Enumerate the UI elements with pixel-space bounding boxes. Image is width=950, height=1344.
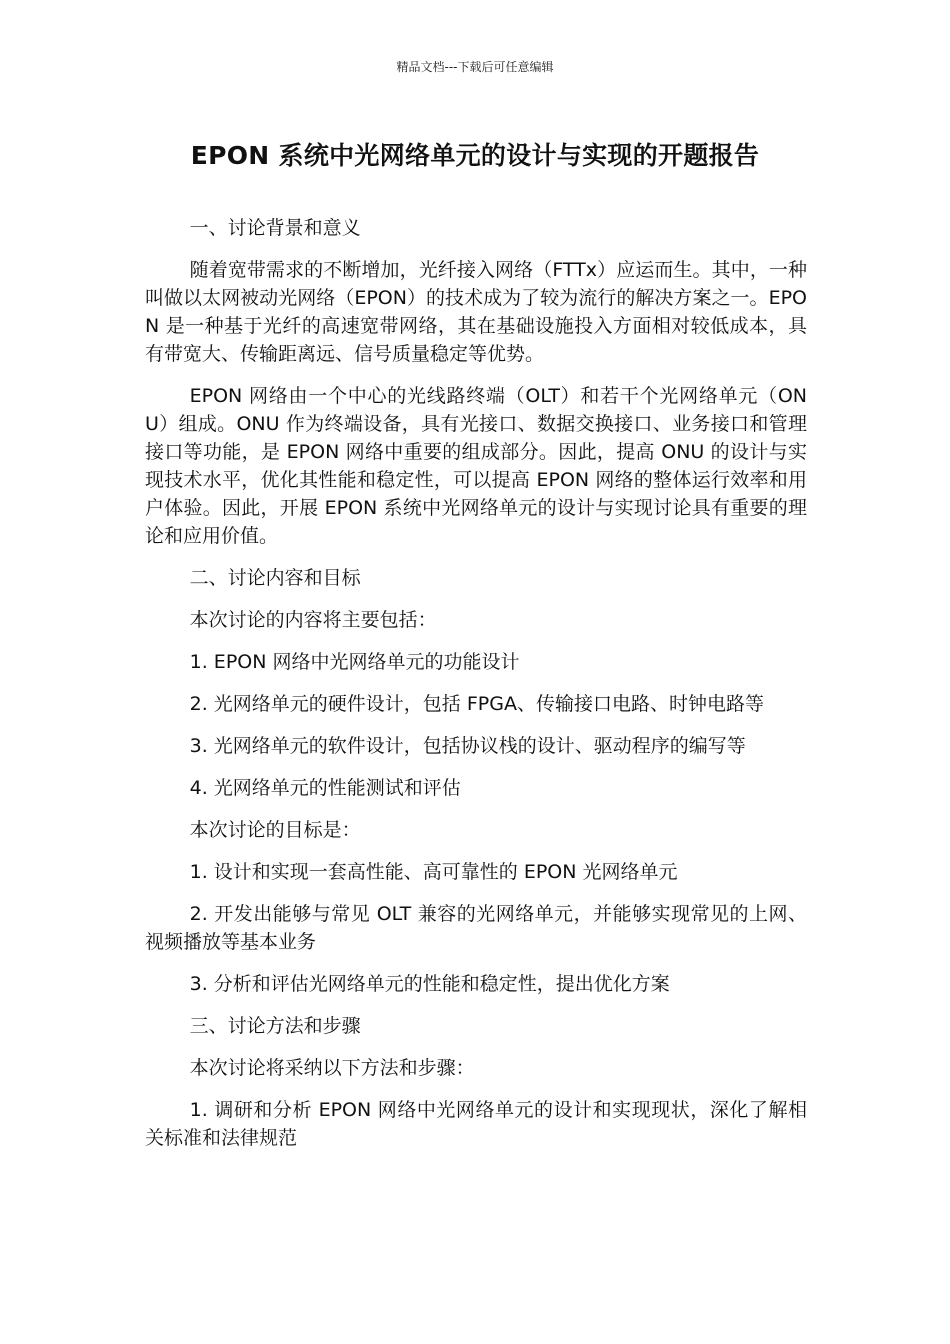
list-item-goal-2: 2. 开发出能够与常见 OLT 兼容的光网络单元，并能够实现常见的上网、视频播放等基本业务 [145, 903, 807, 953]
list-item-content-2: 2. 光网络单元的硬件设计，包括 FPGA、传输接口电路、时钟电路等 [189, 693, 764, 715]
paragraph-background-2: EPON 网络由一个中心的光线路终端（OLT）和若干个光网络单元（ONU）组成。ONU 作为终端设备，具有光接口、数据交换接口、业务接口和管理接口等功能，是 EPON 网络中重要的组成部分。因此，提高 ONU 的设计与实现技术水平，优化其性能和稳定性，可以提高 EPON 网络的整体运行效率和用户体验。因此，开展 EPON 系统中光网络单元的设计与实现讨论具有重要的理论和应用价值。 [145, 385, 807, 547]
list-item-goal-1: 1. 设计和实现一套高性能、高可靠性的 EPON 光网络单元 [189, 861, 678, 883]
section-heading-content: 二、讨论内容和目标 [189, 567, 361, 589]
list-item-content-1: 1. EPON 网络中光网络单元的功能设计 [189, 651, 520, 673]
list-item-method-1: 1. 调研和分析 EPON 网络中光网络单元的设计和实现现状，深化了解相关标准和法律规范 [145, 1099, 807, 1149]
header-note: 精品文档---下载后可任意编辑 [396, 60, 554, 74]
list-item-content-3: 3. 光网络单元的软件设计，包括协议栈的设计、驱动程序的编写等 [189, 735, 746, 757]
paragraph-goals-intro: 本次讨论的目标是： [189, 819, 361, 841]
document-body [145, 214, 807, 1166]
section-heading-background: 一、讨论背景和意义 [189, 217, 361, 239]
paragraph-background-1: 随着宽带需求的不断增加，光纤接入网络（FTTx）应运而生。其中，一种叫做以太网被动光网络（EPON）的技术成为了较为流行的解决方案之一。EPON 是一种基于光纤的高速宽带网络，其在基础设施投入方面相对较低成本，具有带宽大、传输距离远、信号质量稳定等优势。 [145, 259, 807, 365]
document-title: EPON 系统中光网络单元的设计与实现的开题报告 [190, 141, 760, 170]
list-item-content-4: 4. 光网络单元的性能测试和评估 [189, 777, 461, 799]
section-heading-methods: 三、讨论方法和步骤 [189, 1015, 361, 1037]
paragraph-content-intro: 本次讨论的内容将主要包括： [189, 609, 437, 631]
paragraph-methods-intro: 本次讨论将采纳以下方法和步骤： [189, 1057, 475, 1079]
list-item-goal-3: 3. 分析和评估光网络单元的性能和稳定性，提出优化方案 [189, 973, 670, 995]
